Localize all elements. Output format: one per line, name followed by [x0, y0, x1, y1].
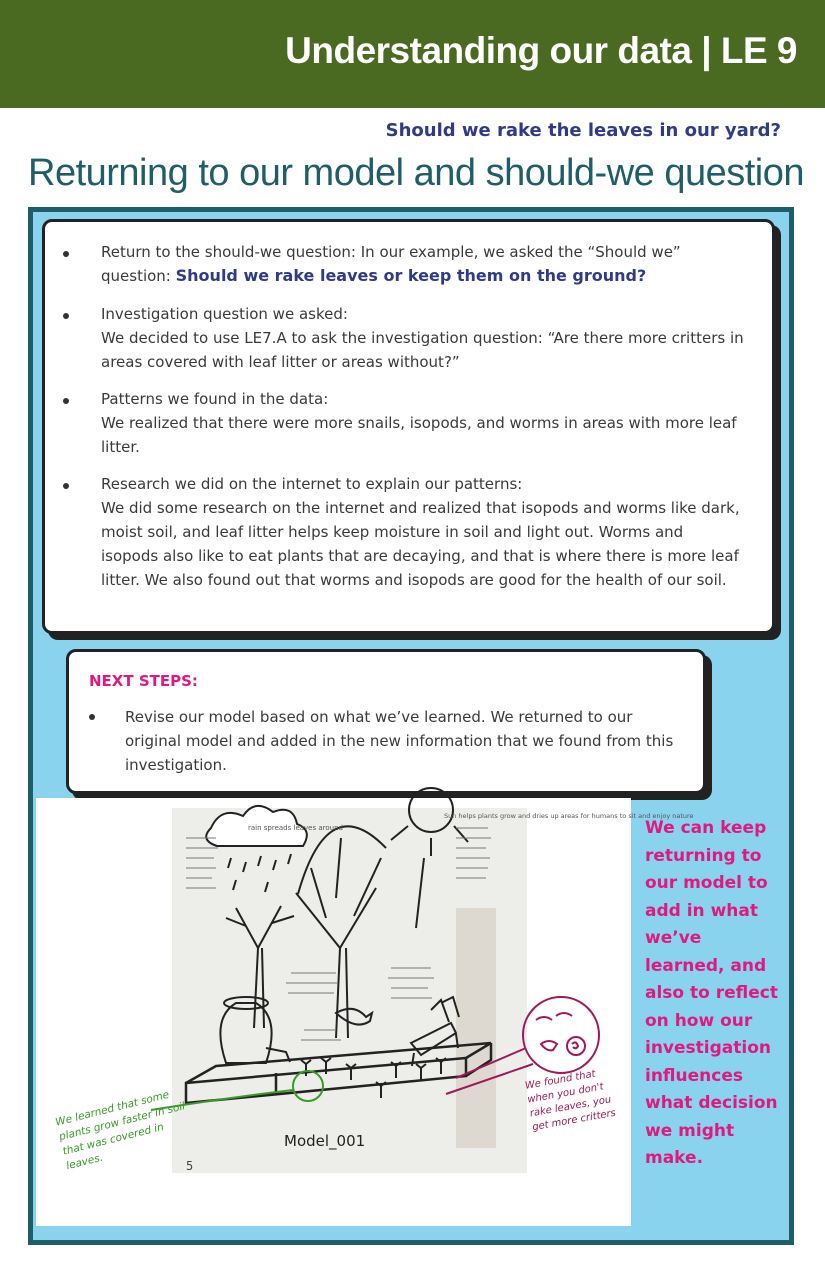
- bullet-dot: [63, 313, 69, 319]
- bird-icon: [336, 1009, 372, 1025]
- bullet-dot: [63, 483, 69, 489]
- bullet-dot: [63, 398, 69, 404]
- investigation-heading: Investigation question we asked:: [101, 305, 348, 323]
- bullet-dot: [63, 251, 69, 257]
- investigation-body: We decided to use LE7.A to ask the investigation question: “Are there more critters in areas covered with leaf litter or areas without?”: [101, 329, 744, 371]
- tree-icon: [296, 826, 386, 1038]
- summary-card: [42, 219, 775, 634]
- header-title: Understanding our data | LE 9: [285, 30, 797, 71]
- model-label: Model_001: [284, 1132, 366, 1150]
- summary-item-text: [101, 302, 744, 374]
- next-steps-card: [66, 649, 706, 794]
- next-steps-heading: NEXT STEPS:: [89, 672, 198, 690]
- bullet-dot: [89, 714, 95, 720]
- side-note: We can keep returning to our model to add in what we’ve learned, and also to reflect on how our investigation influences what decision we might make.: [645, 818, 778, 1168]
- research-heading: Research we did on the internet to explain our patterns:: [101, 475, 523, 493]
- rain-icon: [228, 854, 291, 892]
- summary-item-text: [101, 472, 744, 592]
- should-we-emphasis: Should we rake leaves or keep them on the ground?: [175, 266, 647, 285]
- patterns-body: We realized that there were more snails, isopods, and worms in areas with more leaf litter.: [101, 414, 737, 456]
- should-we-question: Should we rake the leaves in our yard?: [385, 120, 781, 141]
- green-note: We learned that some plants grow faster in soil that was covered in leaves.: [54, 1088, 187, 1173]
- page-header: [0, 0, 825, 108]
- next-steps-item: Revise our model based on what we’ve learned. We returned to our original model and added in the new information that we found from this investigation.: [125, 708, 674, 774]
- summary-item-text: [101, 240, 744, 288]
- model-sketch: [36, 798, 694, 1226]
- research-body: We did some research on the internet and realized that isopods and worms like dark, moist soil, and leaf litter helps keep moisture in soil and light out. Worms and isopods also like to eat plants that are decaying, and that is where there is more leaf litter. We also found out that worms and isopods are good for the health of our soil.: [101, 499, 740, 589]
- rain-note: rain spreads leaves around: [248, 824, 343, 832]
- green-highlight-circle: [293, 1071, 323, 1101]
- chair-icon: [411, 997, 459, 1066]
- summary-item-text: [101, 387, 744, 459]
- tree-icon: [226, 906, 294, 1028]
- sun-note: Sun helps plants grow and dries up areas for humans to sit and enjoy nature: [444, 812, 694, 820]
- model-page-number: 5: [186, 1159, 194, 1173]
- pink-note: We found that when you don't rake leaves, you get more critters: [524, 1068, 617, 1134]
- patterns-heading: Patterns we found in the data:: [101, 390, 329, 408]
- should-we-lead: Return to the should-we question: In our example, we asked the “Should we” question:: [101, 243, 681, 285]
- model-drawing: [36, 798, 694, 1226]
- section-title: Returning to our model and should-we question: [28, 152, 805, 194]
- garden-bed-icon: [186, 1043, 491, 1103]
